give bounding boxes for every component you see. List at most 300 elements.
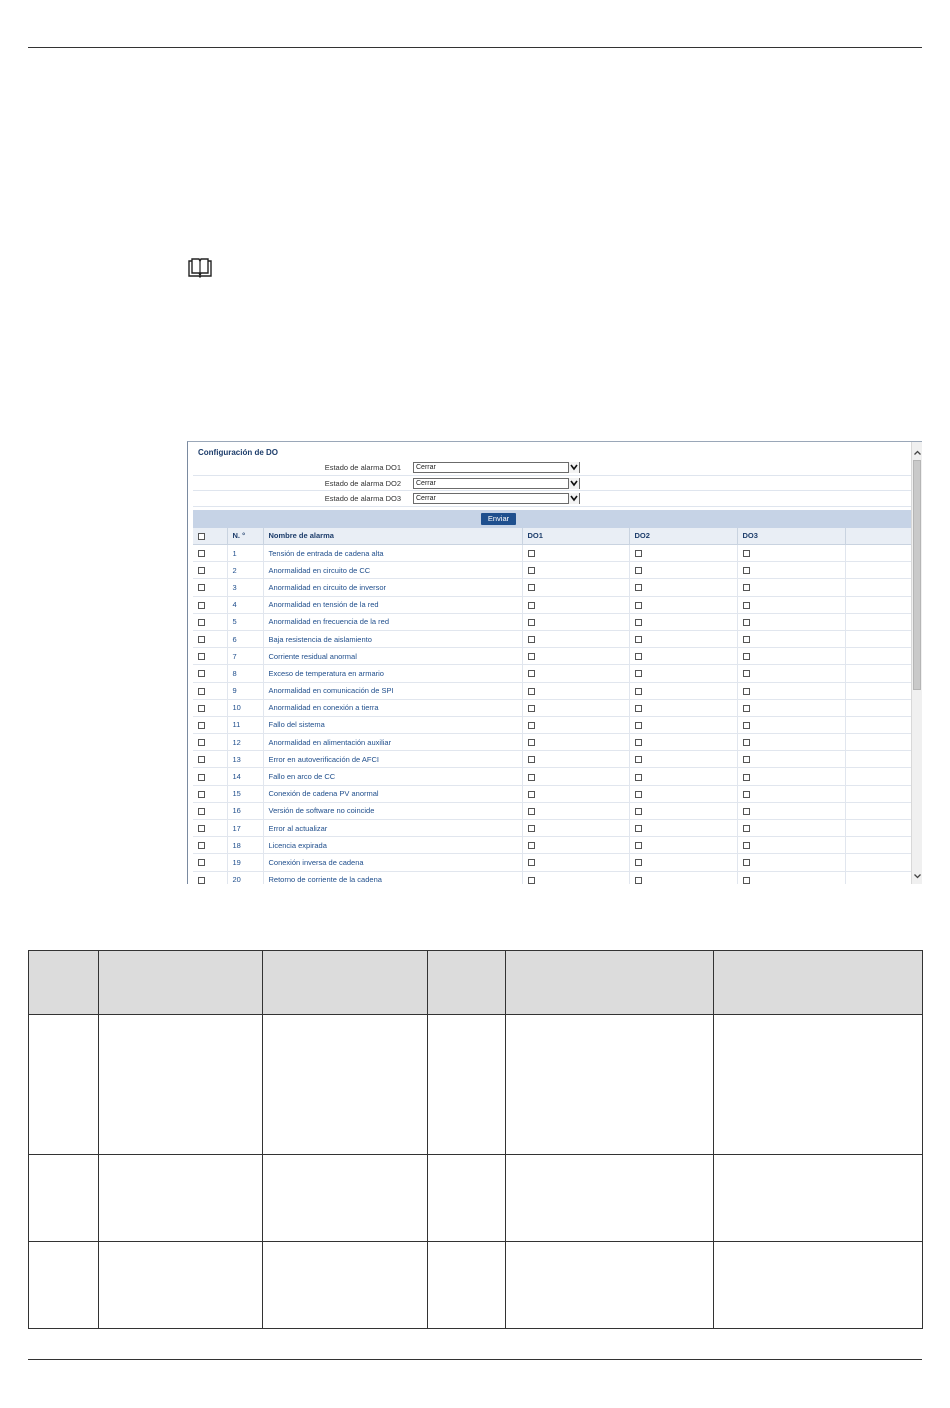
spacer-cell bbox=[845, 665, 911, 682]
do1-cell bbox=[522, 751, 629, 768]
alarm-name: Anormalidad en frecuencia de la red bbox=[263, 613, 522, 630]
alarm-name: Fallo del sistema bbox=[263, 716, 522, 733]
alarm-number: 9 bbox=[227, 682, 263, 699]
do3-cell bbox=[737, 871, 845, 884]
do1-cell bbox=[522, 596, 629, 613]
do1-checkbox[interactable] bbox=[528, 808, 535, 815]
do2-checkbox[interactable] bbox=[635, 602, 642, 609]
row-checkbox[interactable] bbox=[198, 808, 205, 815]
table-cell bbox=[99, 1155, 263, 1242]
select-all-checkbox[interactable] bbox=[198, 533, 205, 540]
row-select-cell bbox=[193, 545, 227, 562]
chevron-down-icon[interactable] bbox=[912, 869, 922, 881]
do3-checkbox[interactable] bbox=[743, 774, 750, 781]
row-checkbox[interactable] bbox=[198, 636, 205, 643]
do1-cell bbox=[522, 768, 629, 785]
do3-cell bbox=[737, 699, 845, 716]
alarm-number: 14 bbox=[227, 768, 263, 785]
config-row-do1 bbox=[193, 460, 911, 476]
spacer-cell bbox=[845, 871, 911, 884]
do1-cell bbox=[522, 820, 629, 837]
spacer-cell bbox=[845, 682, 911, 699]
table-cell bbox=[714, 1155, 923, 1242]
row-select-cell bbox=[193, 802, 227, 819]
spacer-cell bbox=[845, 545, 911, 562]
do2-checkbox[interactable] bbox=[635, 825, 642, 832]
do1-cell bbox=[522, 545, 629, 562]
do2-cell bbox=[629, 562, 737, 579]
do2-cell bbox=[629, 665, 737, 682]
do2-checkbox[interactable] bbox=[635, 774, 642, 781]
table-cell bbox=[263, 1155, 428, 1242]
table-row bbox=[193, 734, 911, 751]
do2-cell bbox=[629, 734, 737, 751]
vertical-scrollbar[interactable] bbox=[911, 442, 922, 884]
do3-cell bbox=[737, 648, 845, 665]
do2-cell bbox=[629, 630, 737, 647]
do1-checkbox[interactable] bbox=[528, 877, 535, 884]
row-select-cell bbox=[193, 699, 227, 716]
alarm-name: Baja resistencia de aislamiento bbox=[263, 630, 522, 647]
alarm-number: 2 bbox=[227, 562, 263, 579]
do3-cell bbox=[737, 734, 845, 751]
do2-cell bbox=[629, 682, 737, 699]
do3-cell bbox=[737, 613, 845, 630]
table-row bbox=[193, 785, 911, 802]
alarm-name: Conexión inversa de cadena bbox=[263, 854, 522, 871]
do2-cell bbox=[629, 820, 737, 837]
do1-checkbox[interactable] bbox=[528, 859, 535, 866]
do3-cell bbox=[737, 682, 845, 699]
table-row bbox=[193, 871, 911, 884]
column-header-alarm-name: Nombre de alarma bbox=[263, 528, 522, 545]
do2-checkbox[interactable] bbox=[635, 791, 642, 798]
alarm-number: 7 bbox=[227, 648, 263, 665]
do3-cell bbox=[737, 545, 845, 562]
config-label: Estado de alarma DO3 bbox=[324, 494, 401, 503]
do2-checkbox[interactable] bbox=[635, 670, 642, 677]
do2-cell bbox=[629, 802, 737, 819]
chevron-up-icon[interactable] bbox=[912, 446, 922, 458]
table-cell bbox=[29, 1242, 99, 1329]
do3-cell bbox=[737, 716, 845, 733]
document-table-row bbox=[29, 1155, 923, 1242]
chevron-down-icon[interactable] bbox=[568, 493, 579, 504]
table-cell bbox=[714, 1242, 923, 1329]
spacer-cell bbox=[845, 699, 911, 716]
do3-checkbox[interactable] bbox=[743, 808, 750, 815]
submit-bar bbox=[193, 510, 911, 528]
do2-checkbox[interactable] bbox=[635, 739, 642, 746]
panel-content bbox=[193, 460, 911, 884]
row-select-cell bbox=[193, 820, 227, 837]
do2-checkbox[interactable] bbox=[635, 842, 642, 849]
do1-checkbox[interactable] bbox=[528, 567, 535, 574]
do3-checkbox[interactable] bbox=[743, 705, 750, 712]
do3-cell bbox=[737, 837, 845, 854]
alarm-name: Error en autoverificación de AFCI bbox=[263, 751, 522, 768]
do1-checkbox[interactable] bbox=[528, 842, 535, 849]
row-select-cell bbox=[193, 579, 227, 596]
do1-cell bbox=[522, 837, 629, 854]
column-header-do1: DO1 bbox=[522, 528, 629, 545]
spacer-cell bbox=[845, 768, 911, 785]
do1-checkbox[interactable] bbox=[528, 619, 535, 626]
table-row bbox=[193, 596, 911, 613]
footer-rule bbox=[28, 1359, 922, 1360]
do1-cell bbox=[522, 648, 629, 665]
config-row-do3 bbox=[193, 491, 911, 507]
do3-checkbox[interactable] bbox=[743, 619, 750, 626]
header-cell bbox=[714, 951, 923, 1015]
do3-checkbox[interactable] bbox=[743, 688, 750, 695]
spacer-cell bbox=[845, 596, 911, 613]
select-value: Cerrar bbox=[416, 479, 436, 487]
do2-checkbox[interactable] bbox=[635, 567, 642, 574]
row-checkbox[interactable] bbox=[198, 842, 205, 849]
alarm-number: 19 bbox=[227, 854, 263, 871]
alarm-table-body bbox=[193, 545, 911, 885]
row-select-cell bbox=[193, 871, 227, 884]
do3-cell bbox=[737, 820, 845, 837]
column-header-do3: DO3 bbox=[737, 528, 845, 545]
do1-checkbox[interactable] bbox=[528, 670, 535, 677]
table-row bbox=[193, 545, 911, 562]
do3-cell bbox=[737, 596, 845, 613]
do1-checkbox[interactable] bbox=[528, 756, 535, 763]
table-row bbox=[193, 820, 911, 837]
submit-button[interactable]: Enviar bbox=[481, 513, 516, 525]
document-table-row bbox=[29, 1242, 923, 1329]
spacer-cell bbox=[845, 820, 911, 837]
do2-checkbox[interactable] bbox=[635, 808, 642, 815]
do3-checkbox[interactable] bbox=[743, 550, 750, 557]
row-select-cell bbox=[193, 682, 227, 699]
do1-checkbox[interactable] bbox=[528, 602, 535, 609]
table-cell bbox=[29, 1015, 99, 1155]
do3-checkbox[interactable] bbox=[743, 877, 750, 884]
alarm-number: 5 bbox=[227, 613, 263, 630]
alarm-name: Licencia expirada bbox=[263, 837, 522, 854]
do1-checkbox[interactable] bbox=[528, 825, 535, 832]
do1-cell bbox=[522, 665, 629, 682]
table-header-row bbox=[193, 528, 911, 545]
row-select-cell bbox=[193, 596, 227, 613]
alarm-name: Error al actualizar bbox=[263, 820, 522, 837]
do3-cell bbox=[737, 768, 845, 785]
do2-checkbox[interactable] bbox=[635, 705, 642, 712]
table-cell bbox=[428, 1242, 506, 1329]
do3-cell bbox=[737, 785, 845, 802]
do2-checkbox[interactable] bbox=[635, 584, 642, 591]
do1-cell bbox=[522, 562, 629, 579]
spacer-cell bbox=[845, 802, 911, 819]
table-row bbox=[193, 768, 911, 785]
table-row bbox=[193, 751, 911, 768]
alarm-number: 8 bbox=[227, 665, 263, 682]
alarm-number: 11 bbox=[227, 716, 263, 733]
config-row-do2 bbox=[193, 476, 911, 492]
row-select-cell bbox=[193, 613, 227, 630]
table-cell bbox=[714, 1015, 923, 1155]
do1-checkbox[interactable] bbox=[528, 653, 535, 660]
header-cell bbox=[29, 951, 99, 1015]
alarm-number: 15 bbox=[227, 785, 263, 802]
alarm-number: 3 bbox=[227, 579, 263, 596]
do2-cell bbox=[629, 854, 737, 871]
select-value: Cerrar bbox=[416, 495, 436, 502]
alarm-name: Anormalidad en tensión de la red bbox=[263, 596, 522, 613]
spacer-cell bbox=[845, 648, 911, 665]
do2-cell bbox=[629, 699, 737, 716]
do1-state-select[interactable] bbox=[413, 462, 580, 473]
row-checkbox[interactable] bbox=[198, 550, 205, 557]
table-cell bbox=[506, 1155, 714, 1242]
table-row bbox=[193, 802, 911, 819]
table-row bbox=[193, 716, 911, 733]
table-cell bbox=[29, 1155, 99, 1242]
do2-cell bbox=[629, 768, 737, 785]
header-cell bbox=[99, 951, 263, 1015]
table-cell bbox=[263, 1015, 428, 1155]
row-checkbox[interactable] bbox=[198, 722, 205, 729]
row-select-cell bbox=[193, 785, 227, 802]
do3-checkbox[interactable] bbox=[743, 842, 750, 849]
row-checkbox[interactable] bbox=[198, 825, 205, 832]
row-checkbox[interactable] bbox=[198, 705, 205, 712]
do3-cell bbox=[737, 751, 845, 768]
do2-checkbox[interactable] bbox=[635, 688, 642, 695]
do3-cell bbox=[737, 665, 845, 682]
row-select-cell bbox=[193, 665, 227, 682]
do2-cell bbox=[629, 596, 737, 613]
alarm-number: 12 bbox=[227, 734, 263, 751]
do1-checkbox[interactable] bbox=[528, 705, 535, 712]
panel-title: Configuración de DO bbox=[198, 448, 278, 457]
table-row bbox=[193, 648, 911, 665]
row-checkbox[interactable] bbox=[198, 619, 205, 626]
row-checkbox[interactable] bbox=[198, 877, 205, 884]
book-note-icon bbox=[187, 258, 213, 278]
do1-cell bbox=[522, 802, 629, 819]
table-cell bbox=[99, 1242, 263, 1329]
row-select-cell bbox=[193, 562, 227, 579]
spacer-cell bbox=[845, 734, 911, 751]
row-checkbox[interactable] bbox=[198, 774, 205, 781]
do1-cell bbox=[522, 579, 629, 596]
table-row bbox=[193, 665, 911, 682]
do1-checkbox[interactable] bbox=[528, 584, 535, 591]
do2-state-select[interactable] bbox=[413, 478, 580, 489]
do3-state-select[interactable] bbox=[413, 493, 580, 504]
spacer-cell bbox=[845, 751, 911, 768]
alarm-number: 4 bbox=[227, 596, 263, 613]
do1-checkbox[interactable] bbox=[528, 550, 535, 557]
do1-cell bbox=[522, 699, 629, 716]
alarm-number: 6 bbox=[227, 630, 263, 647]
table-cell bbox=[428, 1155, 506, 1242]
table-row bbox=[193, 837, 911, 854]
do1-checkbox[interactable] bbox=[528, 791, 535, 798]
row-checkbox[interactable] bbox=[198, 602, 205, 609]
alarm-name: Anormalidad en comunicación de SPI bbox=[263, 682, 522, 699]
do2-checkbox[interactable] bbox=[635, 636, 642, 643]
table-cell bbox=[428, 1015, 506, 1155]
do1-checkbox[interactable] bbox=[528, 636, 535, 643]
table-row bbox=[193, 562, 911, 579]
alarm-name: Retorno de corriente de la cadena bbox=[263, 871, 522, 884]
column-header-do2: DO2 bbox=[629, 528, 737, 545]
do1-checkbox[interactable] bbox=[528, 722, 535, 729]
row-select-cell bbox=[193, 837, 227, 854]
row-checkbox[interactable] bbox=[198, 739, 205, 746]
row-checkbox[interactable] bbox=[198, 688, 205, 695]
row-checkbox[interactable] bbox=[198, 653, 205, 660]
do2-cell bbox=[629, 579, 737, 596]
row-checkbox[interactable] bbox=[198, 756, 205, 763]
alarm-name: Anormalidad en circuito de CC bbox=[263, 562, 522, 579]
do3-cell bbox=[737, 802, 845, 819]
do1-cell bbox=[522, 630, 629, 647]
do3-checkbox[interactable] bbox=[743, 653, 750, 660]
chevron-down-icon[interactable] bbox=[568, 462, 579, 473]
table-cell bbox=[506, 1242, 714, 1329]
do3-checkbox[interactable] bbox=[743, 567, 750, 574]
do1-checkbox[interactable] bbox=[528, 739, 535, 746]
do1-cell bbox=[522, 734, 629, 751]
do2-checkbox[interactable] bbox=[635, 877, 642, 884]
alarm-name: Anormalidad en conexión a tierra bbox=[263, 699, 522, 716]
row-select-cell bbox=[193, 630, 227, 647]
spacer-cell bbox=[845, 854, 911, 871]
table-row bbox=[193, 699, 911, 716]
do3-checkbox[interactable] bbox=[743, 670, 750, 677]
spacer-cell bbox=[845, 716, 911, 733]
do2-cell bbox=[629, 613, 737, 630]
spacer-cell bbox=[845, 562, 911, 579]
do1-cell bbox=[522, 716, 629, 733]
table-cell bbox=[263, 1242, 428, 1329]
alarm-number: 1 bbox=[227, 545, 263, 562]
spacer-cell bbox=[845, 837, 911, 854]
do3-checkbox[interactable] bbox=[743, 756, 750, 763]
do1-cell bbox=[522, 785, 629, 802]
do3-checkbox[interactable] bbox=[743, 722, 750, 729]
column-header-spacer bbox=[845, 528, 911, 545]
do3-cell bbox=[737, 579, 845, 596]
do2-checkbox[interactable] bbox=[635, 756, 642, 763]
alarm-number: 10 bbox=[227, 699, 263, 716]
alarm-name: Fallo en arco de CC bbox=[263, 768, 522, 785]
header-cell bbox=[428, 951, 506, 1015]
do3-cell bbox=[737, 630, 845, 647]
do3-checkbox[interactable] bbox=[743, 584, 750, 591]
do3-checkbox[interactable] bbox=[743, 602, 750, 609]
alarm-name: Anormalidad en alimentación auxiliar bbox=[263, 734, 522, 751]
row-select-cell bbox=[193, 768, 227, 785]
do2-checkbox[interactable] bbox=[635, 859, 642, 866]
config-label: Estado de alarma DO1 bbox=[324, 463, 401, 472]
select-value: Cerrar bbox=[416, 464, 436, 471]
row-checkbox[interactable] bbox=[198, 859, 205, 866]
row-select-cell bbox=[193, 648, 227, 665]
table-row bbox=[193, 854, 911, 871]
document-table-row bbox=[29, 1015, 923, 1155]
table-cell bbox=[506, 1015, 714, 1155]
spacer-cell bbox=[845, 785, 911, 802]
table-row bbox=[193, 630, 911, 647]
alarm-name: Exceso de temperatura en armario bbox=[263, 665, 522, 682]
do1-cell bbox=[522, 871, 629, 884]
alarm-number: 17 bbox=[227, 820, 263, 837]
do2-cell bbox=[629, 751, 737, 768]
do2-cell bbox=[629, 545, 737, 562]
do1-checkbox[interactable] bbox=[528, 774, 535, 781]
do2-cell bbox=[629, 871, 737, 884]
do-config-screenshot bbox=[187, 441, 922, 884]
do2-cell bbox=[629, 837, 737, 854]
table-row bbox=[193, 682, 911, 699]
do3-checkbox[interactable] bbox=[743, 859, 750, 866]
row-checkbox[interactable] bbox=[198, 670, 205, 677]
do1-checkbox[interactable] bbox=[528, 688, 535, 695]
do2-checkbox[interactable] bbox=[635, 550, 642, 557]
spacer-cell bbox=[845, 630, 911, 647]
alarm-name: Tensión de entrada de cadena alta bbox=[263, 545, 522, 562]
row-select-cell bbox=[193, 854, 227, 871]
do2-cell bbox=[629, 648, 737, 665]
alarm-number: 16 bbox=[227, 802, 263, 819]
alarm-number: 18 bbox=[227, 837, 263, 854]
alarm-name: Anormalidad en circuito de inversor bbox=[263, 579, 522, 596]
spacer-cell bbox=[845, 613, 911, 630]
table-cell bbox=[99, 1015, 263, 1155]
header-rule bbox=[28, 47, 922, 48]
do2-checkbox[interactable] bbox=[635, 653, 642, 660]
spacer-cell bbox=[845, 579, 911, 596]
chevron-down-icon[interactable] bbox=[568, 478, 579, 489]
scrollbar-thumb[interactable] bbox=[913, 460, 921, 690]
row-checkbox[interactable] bbox=[198, 791, 205, 798]
document-table-header bbox=[29, 951, 923, 1015]
do3-cell bbox=[737, 562, 845, 579]
alarm-table bbox=[193, 528, 912, 885]
table-row bbox=[193, 579, 911, 596]
do3-checkbox[interactable] bbox=[743, 636, 750, 643]
do1-cell bbox=[522, 682, 629, 699]
table-row bbox=[193, 613, 911, 630]
do1-cell bbox=[522, 854, 629, 871]
row-checkbox[interactable] bbox=[198, 584, 205, 591]
row-checkbox[interactable] bbox=[198, 567, 205, 574]
do3-checkbox[interactable] bbox=[743, 825, 750, 832]
do3-checkbox[interactable] bbox=[743, 791, 750, 798]
do2-checkbox[interactable] bbox=[635, 722, 642, 729]
select-all-cell bbox=[193, 528, 227, 545]
do3-checkbox[interactable] bbox=[743, 739, 750, 746]
header-cell bbox=[263, 951, 428, 1015]
alarm-name: Versión de software no coincide bbox=[263, 802, 522, 819]
row-select-cell bbox=[193, 751, 227, 768]
row-select-cell bbox=[193, 734, 227, 751]
column-header-number: N. ° bbox=[227, 528, 263, 545]
do2-checkbox[interactable] bbox=[635, 619, 642, 626]
alarm-number: 20 bbox=[227, 871, 263, 884]
header-cell bbox=[506, 951, 714, 1015]
do2-cell bbox=[629, 785, 737, 802]
alarm-name: Corriente residual anormal bbox=[263, 648, 522, 665]
row-select-cell bbox=[193, 716, 227, 733]
